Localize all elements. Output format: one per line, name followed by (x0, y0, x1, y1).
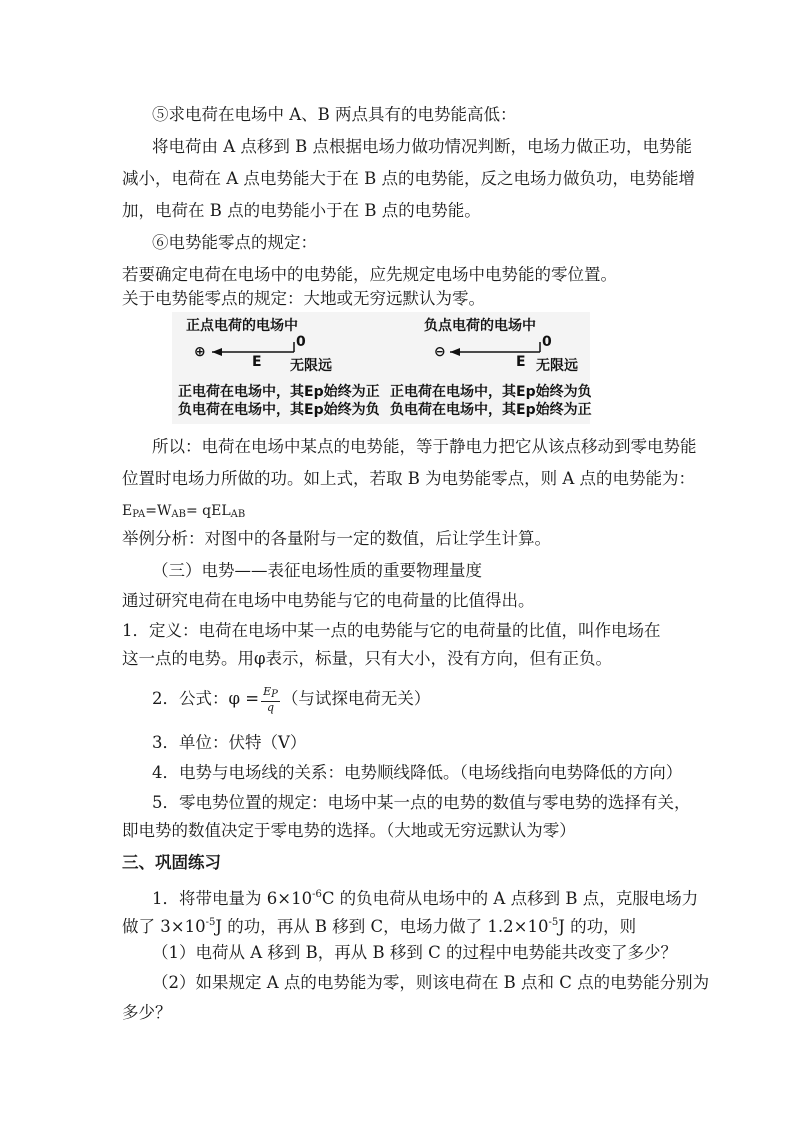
paragraph-line: 加，电荷在 B 点的电势能小于在 B 点的电势能。 (122, 201, 481, 220)
exercise-question-2-cont: 多少？ (122, 1003, 172, 1022)
zero-rule-line: 即电势的数值决定于零电势的选择。（大地或无穷远默认为零） (122, 821, 576, 840)
paragraph-line: 所以：电荷在电场中某点的电势能，等于静电力把它从该点移动到零电势能 (152, 437, 697, 456)
potential-formula: 2．公式：φ = $\frac{E_P}{q}$ （与试探电荷无关） (152, 684, 431, 714)
positive-charge-icon: ⊕ (194, 344, 206, 360)
potential-energy-diagram (172, 312, 590, 424)
paragraph-line: 通过研究电荷在电场中电势能与它的电荷量的比值得出。 (122, 591, 535, 610)
negative-charge-icon: ⊖ (434, 344, 446, 360)
exercise-question-1: （1）电荷从 A 移到 B，再从 B 移到 C 的过程中电势能共改变了多少？ (152, 943, 678, 962)
right-zero-label: 0 (542, 334, 552, 350)
paragraph-line: 举例分析：对图中的各量附与一定的数值，后让学生计算。 (122, 529, 551, 548)
energy-formula: $E_{PA}=W_{AB}= qEL_{AB}$ (122, 503, 246, 520)
definition-line: 1．定义：电荷在电场中某一点的电势能与它的电荷量的比值，叫作电场在 (122, 621, 661, 640)
exercise-line: 1．将带电量为 $6\times 10^{-6}C$ 的负电荷从电场中的 A 点移到 B 点，克服电场力 (152, 889, 699, 908)
exercise-line: 做了 $3\times 10^{-5}J$ 的功，再从 B 移到 C，电场力做了 $1.2\times 10^{-5}J$ 的功，则 (122, 917, 637, 936)
right-rule-2: 负电荷在电场中，其Ep始终为正 (390, 402, 592, 418)
step-6-heading: ⑥电势能零点的规定： (152, 233, 317, 252)
step-5-heading: ⑤求电荷在电场中 A、B 两点具有的电势能高低： (152, 105, 517, 124)
right-field-label: E (516, 354, 526, 370)
paragraph-line: 将电荷由 A 点移到 B 点根据电场力做功情况判断，电场力做正功，电势能 (152, 137, 693, 156)
paragraph-line: 关于电势能零点的规定：大地或无穷远默认为零。 (122, 289, 485, 308)
left-infinity-label: 无限远 (290, 358, 332, 374)
fraction: $\frac{E_P}{q}$ (263, 684, 278, 714)
section-heading: （三）电势——表征电场性质的重要物理量度 (152, 561, 482, 580)
left-rule-1: 正电荷在电场中，其Ep始终为正 (178, 384, 380, 400)
right-title: 负点电荷的电场中 (424, 318, 536, 334)
paragraph-line: 减小，电荷在 A 点电势能大于在 B 点的电势能，反之电场力做负功，电势能增 (122, 169, 696, 188)
right-infinity-label: 无限远 (536, 358, 578, 374)
exercise-question-2: （2）如果规定 A 点的电势能为零，则该电荷在 B 点和 C 点的电势能分别为 (152, 973, 710, 992)
unit-line: 3．单位：伏特（V） (152, 733, 307, 752)
left-rule-2: 负电荷在电场中，其Ep始终为负 (178, 402, 380, 418)
right-rule-1: 正电荷在电场中，其Ep始终为负 (390, 384, 592, 400)
exercise-section-heading: 三、巩固练习 (122, 853, 221, 872)
relation-line: 4．电势与电场线的关系：电势顺线降低。（电场线指向电势降低的方向） (152, 763, 683, 782)
paragraph-line: 位置时电场力所做的功。如上式，若取 B 为电势能零点，则 A 点的电势能为： (122, 469, 696, 488)
zero-rule-line: 5．零电势位置的规定：电场中某一点的电势的数值与零电势的选择有关， (152, 793, 691, 812)
definition-line: 这一点的电势。用φ表示，标量，只有大小，没有方向，但有正负。 (122, 649, 613, 668)
left-title: 正点电荷的电场中 (186, 318, 298, 334)
left-field-label: E (252, 354, 262, 370)
left-zero-label: 0 (296, 334, 306, 350)
paragraph-line: 若要确定电荷在电场中的电势能，应先规定电场中电势能的零位置。 (122, 265, 617, 284)
